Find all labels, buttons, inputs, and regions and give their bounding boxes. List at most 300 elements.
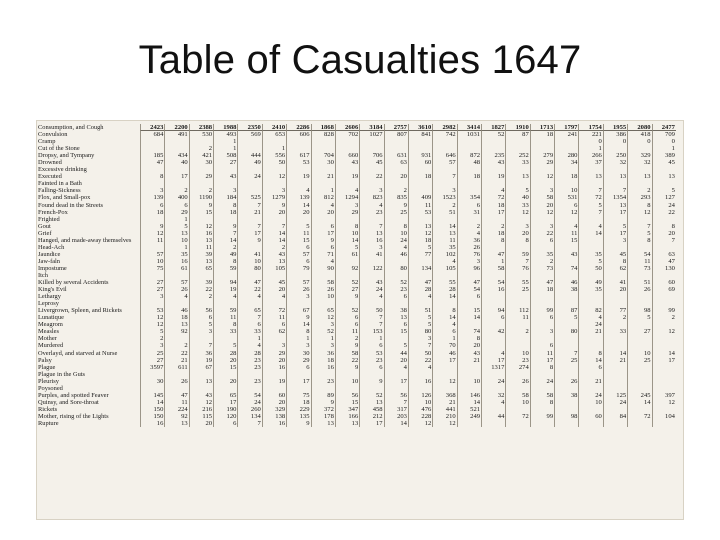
table-cell: 16: [262, 420, 286, 427]
table-cell: 47: [237, 279, 261, 286]
table-cell: 224: [164, 406, 188, 413]
table-cell: 8: [603, 258, 627, 265]
table-cell: 0: [627, 138, 651, 145]
table-cell: [627, 272, 651, 279]
table-cell: 23: [237, 378, 261, 385]
table-cell: 48: [457, 159, 481, 166]
table-cell: [335, 216, 359, 223]
table-cell: 12: [311, 314, 335, 321]
table-cell: 43: [481, 159, 505, 166]
table-cell: [262, 272, 286, 279]
table-cell: 14: [213, 237, 237, 244]
table-cell: 212: [359, 413, 383, 420]
table-cell: 26: [505, 378, 529, 385]
table-cell: [286, 216, 310, 223]
table-cell: 931: [408, 152, 432, 159]
table-cell: 47: [457, 279, 481, 286]
table-cell: 3: [286, 293, 310, 300]
table-cell: 6: [578, 364, 602, 371]
table-cell: 94: [481, 307, 505, 314]
table-cell: [652, 272, 676, 279]
table-cell: 6: [457, 293, 481, 300]
table-cell: 58: [530, 194, 554, 201]
table-cell: [627, 342, 651, 349]
table-cell: 49: [578, 279, 602, 286]
table-cell: 11: [262, 314, 286, 321]
table-cell: 32: [603, 159, 627, 166]
table-cell: 5: [408, 321, 432, 328]
table-cell: 20: [262, 209, 286, 216]
table-cell: 13: [164, 420, 188, 427]
table-cell: 5: [554, 314, 578, 321]
table-cell: [578, 406, 602, 413]
table-cell: 11: [554, 230, 578, 237]
table-cell: 13: [311, 420, 335, 427]
table-cell: 389: [652, 152, 676, 159]
table-cell: 709: [652, 131, 676, 138]
table-cell: 8: [481, 237, 505, 244]
table-cell: 23: [237, 364, 261, 371]
table-cell: [627, 335, 651, 342]
table-cell: 2080: [627, 124, 651, 131]
table-cell: 409: [408, 194, 432, 201]
table-cell: 1: [311, 335, 335, 342]
table-cell: 59: [213, 307, 237, 314]
table-cell: 1031: [457, 131, 481, 138]
table-cell: 1: [359, 335, 383, 342]
table-cell: [408, 371, 432, 378]
table-cell: 556: [262, 152, 286, 159]
table-cell: [603, 145, 627, 152]
table-cell: 26: [286, 286, 310, 293]
table-cell: 115: [189, 413, 213, 420]
table-cell: 8: [384, 223, 408, 230]
table-cell: [237, 244, 261, 251]
table-cell: 18: [481, 202, 505, 209]
table-cell: [578, 272, 602, 279]
table-cell: 1: [262, 145, 286, 152]
cause-label: Executed: [38, 173, 62, 181]
table-cell: 3: [311, 342, 335, 349]
table-cell: 3184: [359, 124, 383, 131]
table-cell: [530, 145, 554, 152]
table-cell: [359, 166, 383, 173]
table-cell: 18: [164, 314, 188, 321]
table-cell: [432, 300, 456, 307]
table-cell: 25: [554, 357, 578, 364]
table-cell: 14: [286, 202, 310, 209]
table-cell: [530, 180, 554, 187]
table-cell: [189, 166, 213, 173]
table-cell: 7: [237, 202, 261, 209]
table-cell: [311, 138, 335, 145]
table-cell: 8: [213, 258, 237, 265]
table-cell: [457, 385, 481, 392]
table-cell: 6: [530, 237, 554, 244]
table-cell: 20: [384, 173, 408, 180]
table-cell: 10: [237, 258, 261, 265]
table-cell: 2: [603, 314, 627, 321]
table-cell: 69: [652, 286, 676, 293]
cause-label: Leprosy: [38, 300, 59, 308]
cause-label: Impostume: [38, 264, 67, 272]
table-cell: 21: [578, 378, 602, 385]
table-cell: [432, 180, 456, 187]
table-cell: 6: [189, 314, 213, 321]
table-cell: 8: [213, 321, 237, 328]
table-cell: 59: [505, 251, 529, 258]
table-cell: 5: [384, 342, 408, 349]
table-cell: 99: [652, 307, 676, 314]
table-cell: 72: [481, 194, 505, 201]
table-cell: 14: [262, 230, 286, 237]
table-cell: 45: [262, 279, 286, 286]
table-cell: [481, 385, 505, 392]
table-cell: [554, 342, 578, 349]
table-cell: 65: [237, 307, 261, 314]
table-cell: [481, 216, 505, 223]
table-cell: 53: [359, 350, 383, 357]
table-cell: 631: [384, 152, 408, 159]
table-cell: 18: [408, 173, 432, 180]
table-cell: [481, 138, 505, 145]
table-cell: [652, 216, 676, 223]
table-cell: 47: [530, 279, 554, 286]
table-cell: 27: [627, 328, 651, 335]
table-cell: 27: [140, 279, 164, 286]
table-cell: 293: [627, 194, 651, 201]
table-cell: 9: [213, 223, 237, 230]
table-cell: 14: [578, 230, 602, 237]
table-cell: 347: [335, 406, 359, 413]
table-cell: 71: [311, 251, 335, 258]
table-cell: 8: [530, 399, 554, 406]
table-cell: 8: [627, 237, 651, 244]
table-cell: [603, 272, 627, 279]
table-cell: [164, 385, 188, 392]
table-cell: 6: [335, 314, 359, 321]
table-cell: 23: [505, 357, 529, 364]
table-cell: 43: [262, 251, 286, 258]
table-cell: [457, 300, 481, 307]
table-cell: 28: [213, 350, 237, 357]
table-cell: [554, 244, 578, 251]
table-cell: 56: [189, 307, 213, 314]
table-cell: [603, 364, 627, 371]
table-cell: 13: [384, 314, 408, 321]
table-cell: 44: [481, 413, 505, 420]
table-cell: [189, 335, 213, 342]
table-cell: 13: [164, 321, 188, 328]
table-cell: 13: [603, 202, 627, 209]
table-cell: 14: [335, 237, 359, 244]
table-cell: 58: [505, 392, 529, 399]
table-cell: 3: [359, 187, 383, 194]
table-cell: [554, 385, 578, 392]
table-cell: 61: [164, 265, 188, 272]
table-cell: 58: [530, 392, 554, 399]
table-cell: 130: [652, 265, 676, 272]
cause-label: Gout: [38, 222, 51, 230]
table-cell: 279: [530, 152, 554, 159]
table-cell: 14: [432, 223, 456, 230]
cause-label: Lethargy: [38, 293, 61, 301]
table-cell: 531: [554, 194, 578, 201]
table-cell: [432, 138, 456, 145]
table-cell: 8: [140, 173, 164, 180]
table-cell: [189, 371, 213, 378]
table-cell: [554, 180, 578, 187]
table-cell: 14: [286, 321, 310, 328]
table-cell: 7: [359, 314, 383, 321]
table-cell: 5: [140, 328, 164, 335]
table-cell: 14: [603, 350, 627, 357]
table-cell: 807: [384, 131, 408, 138]
table-cell: 704: [311, 152, 335, 159]
table-cell: [286, 145, 310, 152]
table-cell: 329: [627, 152, 651, 159]
table-cell: 4: [408, 293, 432, 300]
table-cell: 47: [164, 392, 188, 399]
table-cell: [140, 300, 164, 307]
table-cell: 17: [237, 230, 261, 237]
table-cell: [652, 378, 676, 385]
table-cell: 72: [262, 307, 286, 314]
table-cell: 39: [189, 251, 213, 258]
table-cell: 7: [237, 223, 261, 230]
table-cell: 3: [530, 223, 554, 230]
table-cell: 4: [237, 293, 261, 300]
table-cell: [408, 385, 432, 392]
table-cell: 104: [652, 413, 676, 420]
table-cell: 7: [554, 350, 578, 357]
cause-label: Hanged, and made-away themselves: [38, 236, 132, 244]
table-cell: [164, 166, 188, 173]
table-cell: [481, 321, 505, 328]
table-cell: 52: [481, 131, 505, 138]
table-cell: [189, 138, 213, 145]
table-cell: [189, 180, 213, 187]
table-cell: [237, 145, 261, 152]
table-cell: 434: [164, 152, 188, 159]
table-cell: [457, 138, 481, 145]
table-cell: 12: [530, 209, 554, 216]
table-cell: [237, 371, 261, 378]
table-cell: 60: [652, 279, 676, 286]
table-cell: 21: [603, 357, 627, 364]
table-cell: 20: [652, 230, 676, 237]
table-cell: 46: [432, 350, 456, 357]
table-cell: 7: [408, 342, 432, 349]
table-cell: [603, 335, 627, 342]
table-cell: 33: [237, 328, 261, 335]
table-cell: 742: [432, 131, 456, 138]
table-cell: [164, 145, 188, 152]
table-cell: 7: [603, 187, 627, 194]
table-cell: 19: [481, 173, 505, 180]
table-cell: [408, 138, 432, 145]
table-cell: 611: [164, 364, 188, 371]
table-cell: [189, 216, 213, 223]
table-cell: [652, 406, 676, 413]
table-cell: 12: [408, 420, 432, 427]
cause-label: Cut of the Stone: [38, 145, 80, 153]
table-cell: 18: [481, 230, 505, 237]
cause-label: Convulsion: [38, 131, 68, 139]
table-cell: 521: [457, 406, 481, 413]
table-cell: 12: [530, 173, 554, 180]
table-cell: 38: [554, 286, 578, 293]
table-cell: 6: [335, 321, 359, 328]
table-cell: 60: [578, 413, 602, 420]
table-cell: [408, 272, 432, 279]
table-cell: 20: [286, 209, 310, 216]
table-cell: 15: [335, 399, 359, 406]
table-cell: 13: [164, 230, 188, 237]
table-cell: [530, 335, 554, 342]
table-cell: 13: [189, 258, 213, 265]
table-cell: 51: [408, 307, 432, 314]
table-cell: 35: [164, 251, 188, 258]
table-cell: 25: [140, 350, 164, 357]
table-cell: 80: [237, 265, 261, 272]
table-cell: 386: [603, 131, 627, 138]
table-cell: 16: [189, 230, 213, 237]
table-cell: 54: [457, 286, 481, 293]
table-cell: 6: [164, 202, 188, 209]
table-cell: 153: [359, 328, 383, 335]
table-cell: 10: [164, 237, 188, 244]
table-cell: [627, 385, 651, 392]
table-cell: 7: [359, 321, 383, 328]
table-cell: 54: [237, 392, 261, 399]
table-cell: [164, 138, 188, 145]
table-cell: 5: [627, 314, 651, 321]
table-cell: 80: [554, 328, 578, 335]
table-cell: [627, 145, 651, 152]
table-cell: [481, 335, 505, 342]
table-cell: 41: [237, 251, 261, 258]
table-cell: [603, 378, 627, 385]
table-cell: 12: [189, 399, 213, 406]
table-cell: [140, 244, 164, 251]
table-cell: 4: [213, 293, 237, 300]
table-cell: [335, 145, 359, 152]
table-cell: 8: [627, 202, 651, 209]
table-cell: 5: [652, 187, 676, 194]
table-cell: 25: [384, 209, 408, 216]
table-cell: [311, 272, 335, 279]
table-cell: 135: [286, 413, 310, 420]
table-cell: 2: [189, 187, 213, 194]
table-cell: 90: [311, 265, 335, 272]
table-cell: 2: [530, 258, 554, 265]
table-cell: 185: [140, 152, 164, 159]
table-cell: 12: [652, 399, 676, 406]
table-cell: 2: [457, 223, 481, 230]
table-cell: [530, 385, 554, 392]
table-cell: 4: [311, 202, 335, 209]
table-cell: 3610: [408, 124, 432, 131]
table-cell: 1: [286, 335, 310, 342]
table-cell: 2757: [384, 124, 408, 131]
table-cell: 73: [627, 265, 651, 272]
table-cell: 50: [262, 159, 286, 166]
cause-label: Plague: [38, 363, 56, 371]
table-cell: 53: [408, 209, 432, 216]
table-cell: 1: [164, 244, 188, 251]
table-cell: [627, 180, 651, 187]
table-cell: 9: [359, 378, 383, 385]
table-cell: [652, 335, 676, 342]
table-cell: [262, 385, 286, 392]
table-cell: 49: [213, 251, 237, 258]
table-cell: 4: [432, 258, 456, 265]
cause-label: Mother, rising of the Lights: [38, 412, 109, 420]
table-cell: 418: [627, 131, 651, 138]
table-cell: 13: [505, 173, 529, 180]
table-cell: 54: [627, 251, 651, 258]
table-cell: 30: [140, 378, 164, 385]
cause-label: Poysoned: [38, 384, 63, 392]
table-cell: 33: [505, 159, 529, 166]
table-cell: 22: [189, 286, 213, 293]
table-cell: 10: [408, 399, 432, 406]
table-cell: 6: [384, 321, 408, 328]
table-cell: 65: [189, 265, 213, 272]
table-cell: [578, 180, 602, 187]
table-cell: [237, 216, 261, 223]
table-cell: 6: [530, 314, 554, 321]
table-cell: [457, 145, 481, 152]
table-cell: [237, 272, 261, 279]
table-cell: 12: [627, 209, 651, 216]
table-cell: [457, 371, 481, 378]
table-cell: [554, 166, 578, 173]
cause-label: Lunatique: [38, 314, 64, 322]
table-cell: [554, 420, 578, 427]
table-cell: 25: [627, 357, 651, 364]
table-cell: 26: [457, 244, 481, 251]
table-cell: [335, 300, 359, 307]
table-cell: [627, 371, 651, 378]
table-cell: [530, 272, 554, 279]
table-cell: [286, 180, 310, 187]
table-cell: 52: [311, 328, 335, 335]
table-cell: 72: [627, 413, 651, 420]
table-cell: 11: [140, 237, 164, 244]
table-cell: 16: [408, 378, 432, 385]
cause-label: Dropsy, and Tympany: [38, 152, 95, 160]
table-cell: [408, 166, 432, 173]
table-cell: 77: [603, 307, 627, 314]
table-cell: [359, 180, 383, 187]
table-cell: [554, 145, 578, 152]
table-cell: 24: [359, 286, 383, 293]
table-cell: 508: [213, 152, 237, 159]
table-cell: 1754: [578, 124, 602, 131]
table-cell: 13: [627, 173, 651, 180]
table-cell: 2606: [335, 124, 359, 131]
table-cell: [530, 420, 554, 427]
table-cell: [311, 180, 335, 187]
cause-label: Murdered: [38, 342, 64, 350]
table-cell: 28: [432, 286, 456, 293]
table-cell: 7: [627, 223, 651, 230]
table-cell: 76: [457, 251, 481, 258]
table-cell: 18: [530, 286, 554, 293]
table-cell: 3: [408, 335, 432, 342]
